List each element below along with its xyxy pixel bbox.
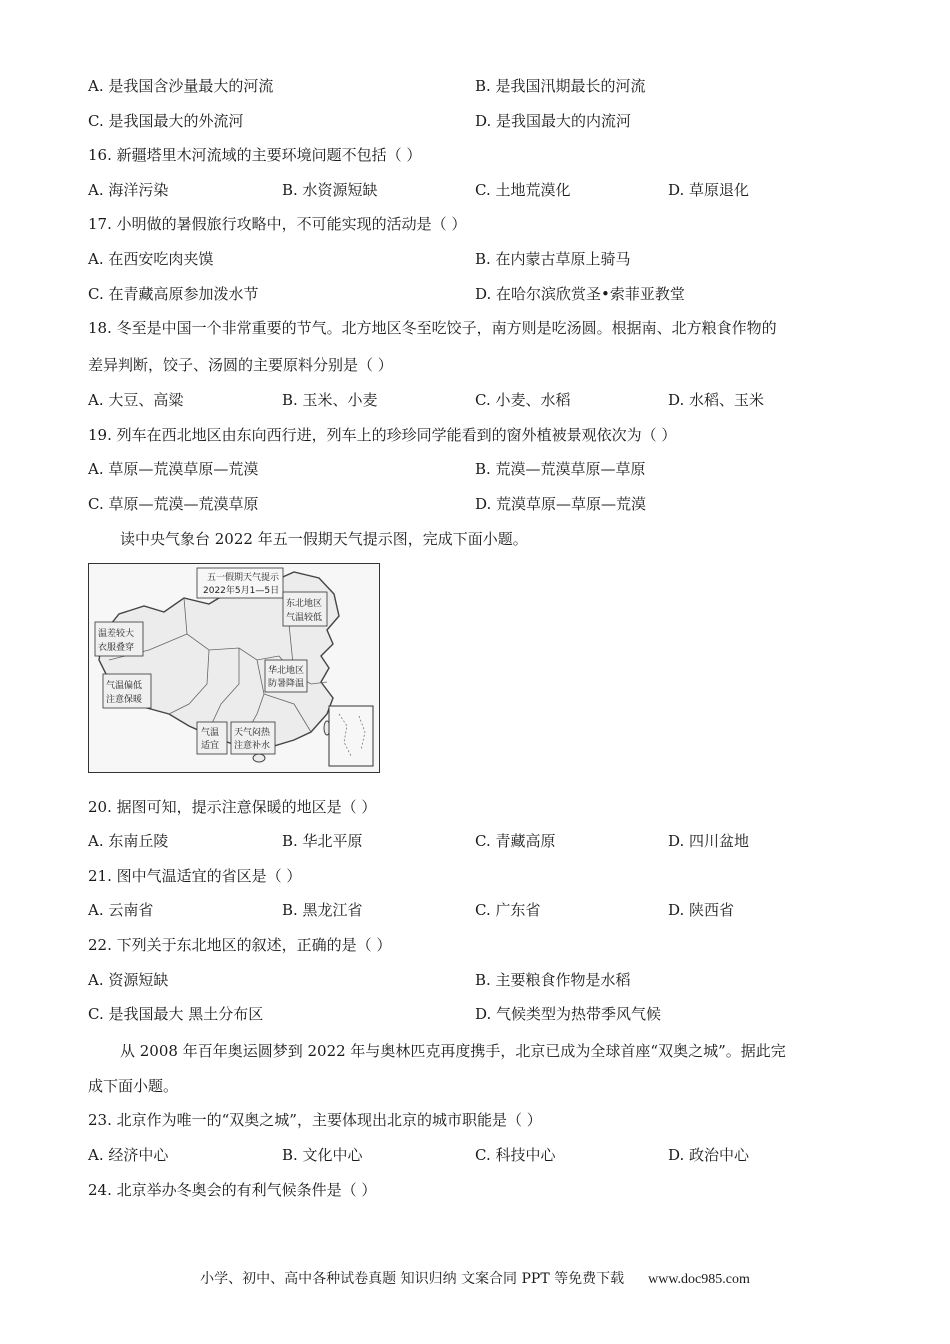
map-label-sw-2: 适宜 xyxy=(201,741,220,751)
olympic-intro-line2: 成下面小题。 xyxy=(88,1077,179,1095)
q21-option-b: B. 黑龙江省 xyxy=(282,901,363,919)
q18-option-b: B. 玉米、小麦 xyxy=(282,391,378,409)
q16-option-a: A. 海洋污染 xyxy=(88,181,169,199)
q19-option-d: D. 荒漠草原—草原—荒漠 xyxy=(475,495,647,513)
q16-option-b: B. 水资源短缺 xyxy=(282,181,378,199)
q15-option-a: A. 是我国含沙量最大的河流 xyxy=(88,77,274,95)
q22-option-d: D. 气候类型为热带季风气候 xyxy=(475,1005,662,1023)
q21-stem: 21. 图中气温适宜的省区是（ ） xyxy=(88,867,302,885)
map-label-south-1: 天气闷热 xyxy=(234,728,271,738)
q22-stem: 22. 下列关于东北地区的叙述，正确的是（ ） xyxy=(88,936,392,954)
q23-option-c: C. 科技中心 xyxy=(475,1146,556,1164)
map-label-nw-2: 衣服叠穿 xyxy=(98,643,135,653)
map-label-tibet-2: 注意保暖 xyxy=(106,695,143,705)
q15-option-d: D. 是我国最大的内流河 xyxy=(475,112,632,130)
q21-option-c: C. 广东省 xyxy=(475,901,541,919)
q17-option-a: A. 在西安吃肉夹馍 xyxy=(88,250,214,268)
q20-option-b: B. 华北平原 xyxy=(282,832,363,850)
q16-stem: 16. 新疆塔里木河流域的主要环境问题不包括（ ） xyxy=(88,146,422,164)
q20-option-a: A. 东南丘陵 xyxy=(88,832,169,850)
map-intro: 读中央气象台 2022 年五一假期天气提示图，完成下面小题。 xyxy=(120,530,528,548)
q17-option-c: C. 在青藏高原参加泼水节 xyxy=(88,285,259,303)
q19-option-c: C. 草原—荒漠—荒漠草原 xyxy=(88,495,259,513)
q18-option-c: C. 小麦、水稻 xyxy=(475,391,571,409)
q22-option-a: A. 资源短缺 xyxy=(88,971,169,989)
q22-option-b: B. 主要粮食作物是水稻 xyxy=(475,971,631,989)
map-label-center-2: 防暑降温 xyxy=(268,679,305,689)
map-label-center-1: 华北地区 xyxy=(268,666,305,676)
q17-option-d: D. 在哈尔滨欣赏圣•索菲亚教堂 xyxy=(475,285,685,303)
q16-option-d: D. 草原退化 xyxy=(668,181,750,199)
footer-text: 小学、初中、高中各种试卷真题 知识归纳 文案合同 PPT 等免费下载 xyxy=(200,1271,625,1287)
china-outline-map xyxy=(89,564,379,772)
q17-stem: 17. 小明做的暑假旅行攻略中，不可能实现的活动是（ ） xyxy=(88,215,467,233)
page-footer xyxy=(0,1269,950,1290)
q15-option-c: C. 是我国最大的外流河 xyxy=(88,112,244,130)
map-date: 2022年5月1—5日 xyxy=(203,586,280,596)
q17-option-b: B. 在内蒙古草原上骑马 xyxy=(475,250,631,268)
map-label-nw-1: 温差较大 xyxy=(98,629,135,639)
q19-stem: 19. 列车在西北地区由东向西行进，列车上的珍珍同学能看到的窗外植被景观依次为（ ） xyxy=(88,426,677,444)
q19-option-b: B. 荒漠—荒漠草原—草原 xyxy=(475,460,646,478)
q21-option-a: A. 云南省 xyxy=(88,901,154,919)
map-label-ne-2: 气温较低 xyxy=(286,613,323,623)
q18-stem-line1: 18. 冬至是中国一个非常重要的节气。北方地区冬至吃饺子，南方则是吃汤圆。根据南、北方粮食作物的 xyxy=(88,319,777,337)
q18-option-d: D. 水稻、玉米 xyxy=(668,391,765,409)
map-title: 五一假期天气提示 xyxy=(207,573,280,583)
q23-option-a: A. 经济中心 xyxy=(88,1146,169,1164)
q15-option-b: B. 是我国汛期最长的河流 xyxy=(475,77,646,95)
footer-url[interactable]: www.doc985.com xyxy=(648,1272,750,1287)
map-label-ne-1: 东北地区 xyxy=(286,599,323,609)
q22-option-c: C. 是我国最大 黑土分布区 xyxy=(88,1005,264,1023)
q20-option-d: D. 四川盆地 xyxy=(668,832,750,850)
q16-option-c: C. 土地荒漠化 xyxy=(475,181,571,199)
q18-stem-line2: 差异判断，饺子、汤圆的主要原料分别是（ ） xyxy=(88,356,393,374)
q23-stem: 23. 北京作为唯一的“双奥之城”，主要体现出北京的城市职能是（ ） xyxy=(88,1111,542,1129)
q19-option-a: A. 草原—荒漠草原—荒漠 xyxy=(88,460,259,478)
q23-option-b: B. 文化中心 xyxy=(282,1146,363,1164)
q20-stem: 20. 据图可知，提示注意保暖的地区是（ ） xyxy=(88,798,377,816)
q24-stem: 24. 北京举办冬奥会的有利气候条件是（ ） xyxy=(88,1181,377,1199)
map-label-sw-1: 气温 xyxy=(201,728,220,738)
q21-option-d: D. 陕西省 xyxy=(668,901,735,919)
weather-map-figure xyxy=(88,563,380,773)
q23-option-d: D. 政治中心 xyxy=(668,1146,750,1164)
map-label-tibet-1: 气温偏低 xyxy=(106,681,143,691)
q20-option-c: C. 青藏高原 xyxy=(475,832,556,850)
olympic-intro-line1: 从 2008 年百年奥运圆梦到 2022 年与奥林匹克再度携手，北京已成为全球首座“双奥之城”。据此完 xyxy=(120,1042,786,1060)
q18-option-a: A. 大豆、高粱 xyxy=(88,391,184,409)
map-label-south-2: 注意补水 xyxy=(234,741,271,751)
